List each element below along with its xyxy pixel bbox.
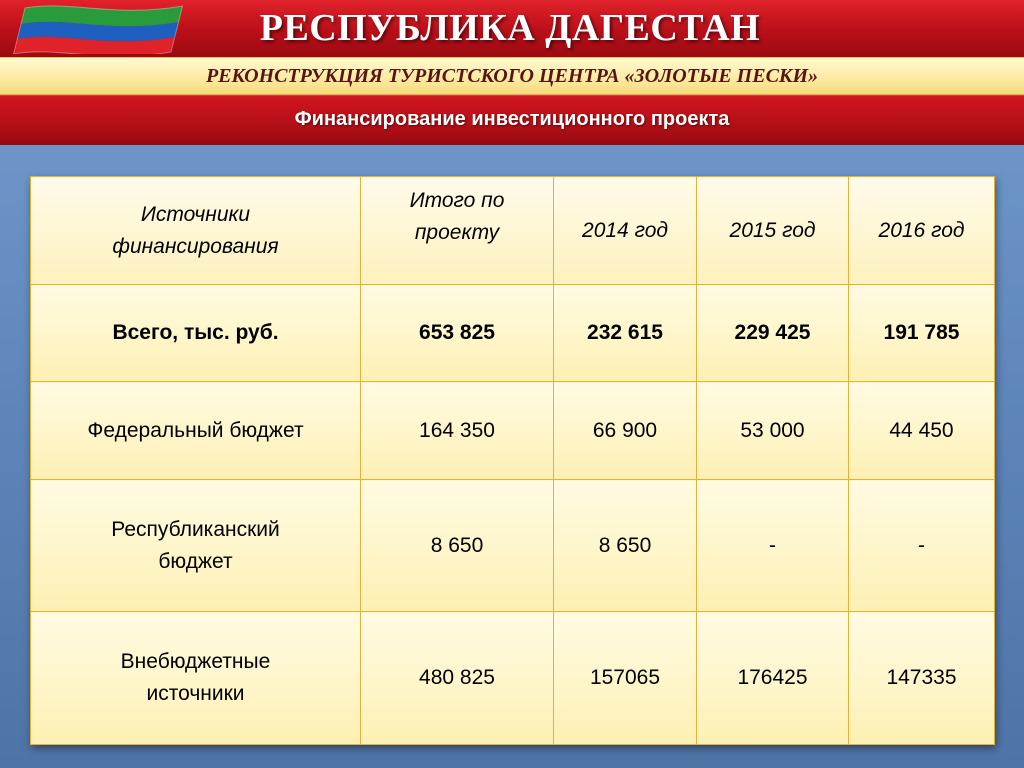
- cell-source: Всего, тыс. руб.: [31, 285, 361, 382]
- cell-total: 164 350: [361, 382, 554, 480]
- header-cell-2014: 2014 год: [554, 177, 697, 285]
- page-title: РЕСПУБЛИКА ДАГЕСТАН: [259, 7, 761, 49]
- header-cell-source: [31, 177, 361, 285]
- cell-2016: 191 785: [849, 285, 995, 382]
- header-text: проекту: [414, 221, 500, 244]
- table-row: [31, 612, 995, 745]
- cell-2016: 44 450: [849, 382, 995, 480]
- cell-total: 653 825: [361, 285, 554, 382]
- cell-source: [31, 480, 361, 612]
- cell-2016: 147335: [849, 612, 995, 745]
- table-row: [31, 285, 995, 382]
- cell-source: [31, 612, 361, 745]
- dagestan-flag-icon: [8, 4, 208, 54]
- cell-2015: 53 000: [697, 382, 849, 480]
- header-bar: [0, 0, 1024, 57]
- cell-2015: 176425: [697, 612, 849, 745]
- financing-table: [30, 176, 994, 744]
- section-bar: [0, 95, 1024, 145]
- cell-2014: 8 650: [554, 480, 697, 612]
- cell-source: Федеральный бюджет: [31, 382, 361, 480]
- header-text: финансирования: [112, 234, 279, 258]
- source-text: Республиканский: [111, 517, 280, 541]
- table-row: [31, 480, 995, 612]
- project-subtitle: РЕКОНСТРУКЦИЯ ТУРИСТСКОГО ЦЕНТРА «ЗОЛОТЫЕ ПЕСКИ»: [205, 65, 819, 87]
- cell-2014: 66 900: [554, 382, 697, 480]
- table-row: [31, 382, 995, 480]
- header-text: Источники: [140, 202, 251, 226]
- source-text: Внебюджетные: [120, 650, 271, 673]
- table-header-row: [31, 177, 995, 285]
- source-text: бюджет: [158, 549, 233, 573]
- cell-2016: -: [849, 480, 995, 612]
- section-title: Финансирование инвестиционного проекта: [294, 108, 730, 130]
- cell-2014: 232 615: [554, 285, 697, 382]
- header-cell-2015: 2015 год: [697, 177, 849, 285]
- cell-total: 8 650: [361, 480, 554, 612]
- cell-total: 480 825: [361, 612, 554, 745]
- subtitle-bar: [0, 57, 1024, 95]
- header-cell-total: [361, 177, 554, 285]
- source-text: источники: [146, 682, 245, 705]
- cell-2015: -: [697, 480, 849, 612]
- cell-2014: 157065: [554, 612, 697, 745]
- cell-2015: 229 425: [697, 285, 849, 382]
- header-text: Итого по: [409, 189, 505, 212]
- header-cell-2016: 2016 год: [849, 177, 995, 285]
